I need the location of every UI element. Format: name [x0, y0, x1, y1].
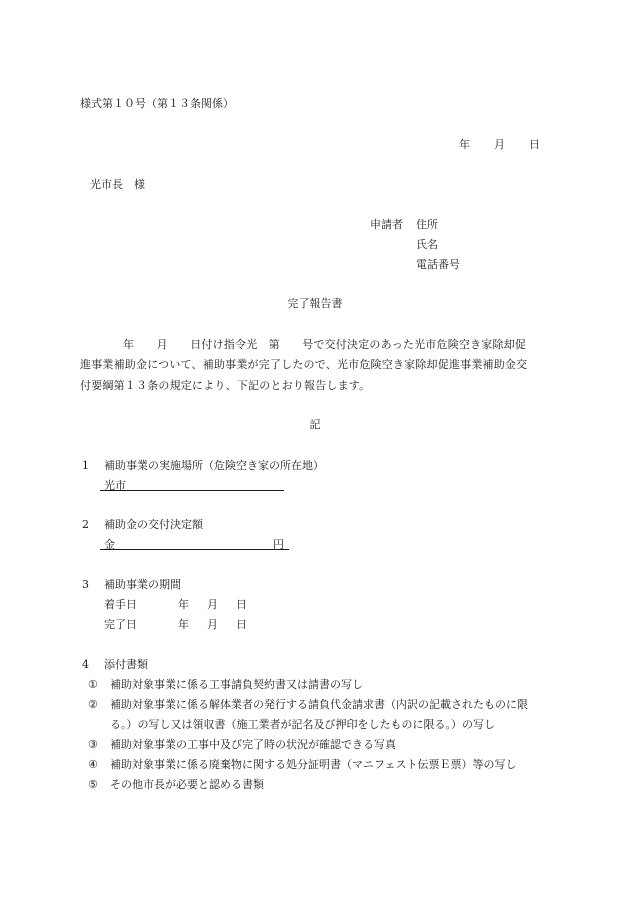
end-date-month: 月 [207, 618, 218, 631]
item-3-number: 3 [82, 578, 89, 591]
attachment-2-mark: ② [88, 698, 98, 711]
date-month: 月 [494, 138, 505, 151]
addressee: 光市長 様 [90, 178, 145, 191]
start-date-day: 日 [236, 598, 247, 611]
item-1-number: 1 [82, 459, 89, 472]
applicant-name: 氏名 [416, 238, 438, 251]
document-title: 完了報告書 [287, 297, 343, 310]
attachment-3-mark: ③ [88, 738, 98, 751]
ki-heading: 記 [309, 418, 321, 431]
end-date-label: 完了日 [104, 618, 137, 631]
item-1-heading: 補助事業の実施場所（危険空き家の所在地） [104, 459, 324, 472]
attachment-4-text: 補助対象事業に係る廃棄物に関する処分証明書（マニフェスト伝票Ｅ票）等の写し [110, 758, 517, 771]
form-number: 様式第１０号（第１３条関係） [80, 97, 234, 110]
end-date-day: 日 [236, 618, 247, 631]
item-2-heading: 補助金の交付決定額 [104, 518, 203, 531]
start-date-label: 着手日 [104, 598, 137, 611]
attachment-4-mark: ④ [88, 758, 98, 771]
attachment-5-text: その他市長が必要と認める書類 [110, 778, 264, 791]
start-date-month: 月 [207, 598, 218, 611]
amount-suffix: 円 [273, 538, 284, 551]
date-day: 日 [529, 138, 540, 151]
amount-underline [100, 549, 289, 550]
item-3-heading: 補助事業の期間 [104, 578, 181, 591]
attachment-2-text-cont: る。）の写し又は領収書（施工業者が記名及び押印をしたものに限る。）の写し [110, 718, 495, 731]
applicant-address: 住所 [416, 218, 438, 231]
body-line-1: 年 月 日付け指令光 第 号で交付決定のあった光市危険空き家除却促 [123, 338, 527, 351]
body-line-3: 付要綱第１３条の規定により、下記のとおり報告します。 [80, 379, 371, 392]
start-date-year: 年 [178, 598, 189, 611]
attachment-1-text: 補助対象事業に係る工事請負契約書又は請書の写し [110, 678, 363, 691]
item-4-heading: 添付書類 [104, 658, 148, 671]
applicant-label: 申請者 [370, 218, 403, 231]
date-year: 年 [459, 138, 470, 151]
attachment-3-text: 補助対象事業の工事中及び完了時の状況が確認できる写真 [110, 738, 396, 751]
end-date-year: 年 [178, 618, 189, 631]
location-value: 光市 [104, 479, 126, 492]
attachment-2-text: 補助対象事業に係る解体業者の発行する請負代金請求書（内訳の記載されたものに限 [110, 698, 528, 711]
attachment-5-mark: ⑤ [88, 778, 98, 791]
applicant-phone: 電話番号 [416, 258, 460, 271]
body-line-2: 進事業補助金について、補助事業が完了したので、光市危険空き家除却促進事業補助金交 [80, 358, 528, 371]
location-underline [100, 490, 284, 491]
item-4-number: 4 [82, 658, 89, 671]
amount-prefix: 金 [104, 538, 115, 551]
item-2-number: 2 [82, 518, 89, 531]
attachment-1-mark: ① [88, 678, 98, 691]
